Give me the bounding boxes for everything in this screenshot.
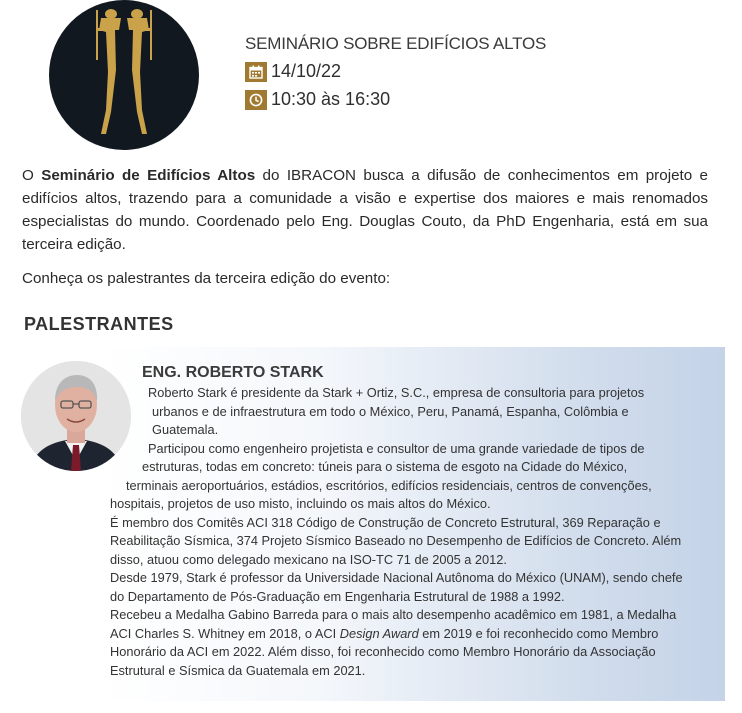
speakers-invite-text: Conheça os palestrantes da terceira edição do evento: — [22, 270, 391, 287]
bio-line: É membro dos Comitês ACI 318 Código de Construção de Concreto Estrutural, 369 Reparação e — [110, 515, 661, 530]
calendar-icon — [245, 62, 267, 82]
event-time: 10:30 às 16:30 — [271, 89, 391, 109]
intro-paragraph: O Seminário de Edifícios Altos do IBRACON busca a difusão de conhecimentos em projeto e edifícios altos, trazendo para a comunidade a visão e expertise dos maiores e mais renomados especialistas do mundo. Coordenado pelo Eng. Douglas Couto, da PhD Engenharia, está em sua terceira edição. — [22, 167, 708, 253]
design-award-italic: Design Award — [339, 626, 419, 641]
seminar-name: Seminário de Edifícios Altos — [41, 167, 256, 184]
bio-line: estruturas, todas em concreto: túneis para o sistema de esgoto na Cidade do México, — [142, 459, 628, 474]
event-logo — [49, 0, 199, 150]
bio-line: Guatemala. — [152, 422, 219, 437]
event-date: 14/10/22 — [271, 61, 342, 81]
bio-line: hospitais, projetos de uso misto, incluindo os mais altos do México. — [110, 496, 491, 511]
event-time-row — [245, 89, 390, 110]
bio-line: urbanos e de infraestrutura em todo o México, Peru, Panamá, Espanha, Colômbia e — [152, 404, 629, 419]
event-title: SEMINÁRIO SOBRE EDIFÍCIOS ALTOS — [245, 34, 547, 53]
speaker-photo — [21, 361, 131, 471]
bio-line: Honorário da ACI em 2022. Além disso, foi reconhecido como Membro Honorário da Associação — [110, 644, 656, 659]
bio-line: Roberto Stark é presidente da Stark + Ortiz, S.C., empresa de consultoria para projetos — [148, 385, 645, 400]
bio-line: ACI Charles S. Whitney em 2018, o ACI Design Award em 2019 e foi reconhecido como Membro — [110, 626, 659, 641]
bio-line: terminais aeroportuários, estádios, escritórios, edifícios residenciais, centros de convenções, — [126, 478, 652, 493]
section-title-speakers: PALESTRANTES — [24, 314, 174, 334]
bio-line: Reabilitação Sísmica, 374 Projeto Sísmico Baseado no Desempenho de Edifícios de Concreto. Além — [110, 533, 682, 548]
speaker-name: ENG. ROBERTO STARK — [142, 364, 324, 381]
bio-line: Recebeu a Medalha Gabino Barreda para o mais alto desempenho acadêmico em 1981, a Medalha — [110, 607, 677, 622]
bio-line: Estrutural e Sísmica da Guatemala em 2021. — [110, 663, 366, 678]
bio-line: Desde 1979, Stark é professor da Universidade Nacional Autônoma do México (UNAM), sendo chefe — [110, 570, 683, 585]
clock-icon — [245, 90, 267, 110]
bio-line: do Departamento de Pós-Graduação em Engenharia Estrutural de 1988 a 1992. — [110, 589, 565, 604]
event-date-row — [245, 61, 341, 82]
bio-line: disso, atuou como delegado mexicano na ISO-TC 71 de 2005 a 2012. — [110, 552, 507, 567]
bio-line: Participou como engenheiro projetista e consultor de uma grande variedade de tipos de — [148, 441, 645, 456]
